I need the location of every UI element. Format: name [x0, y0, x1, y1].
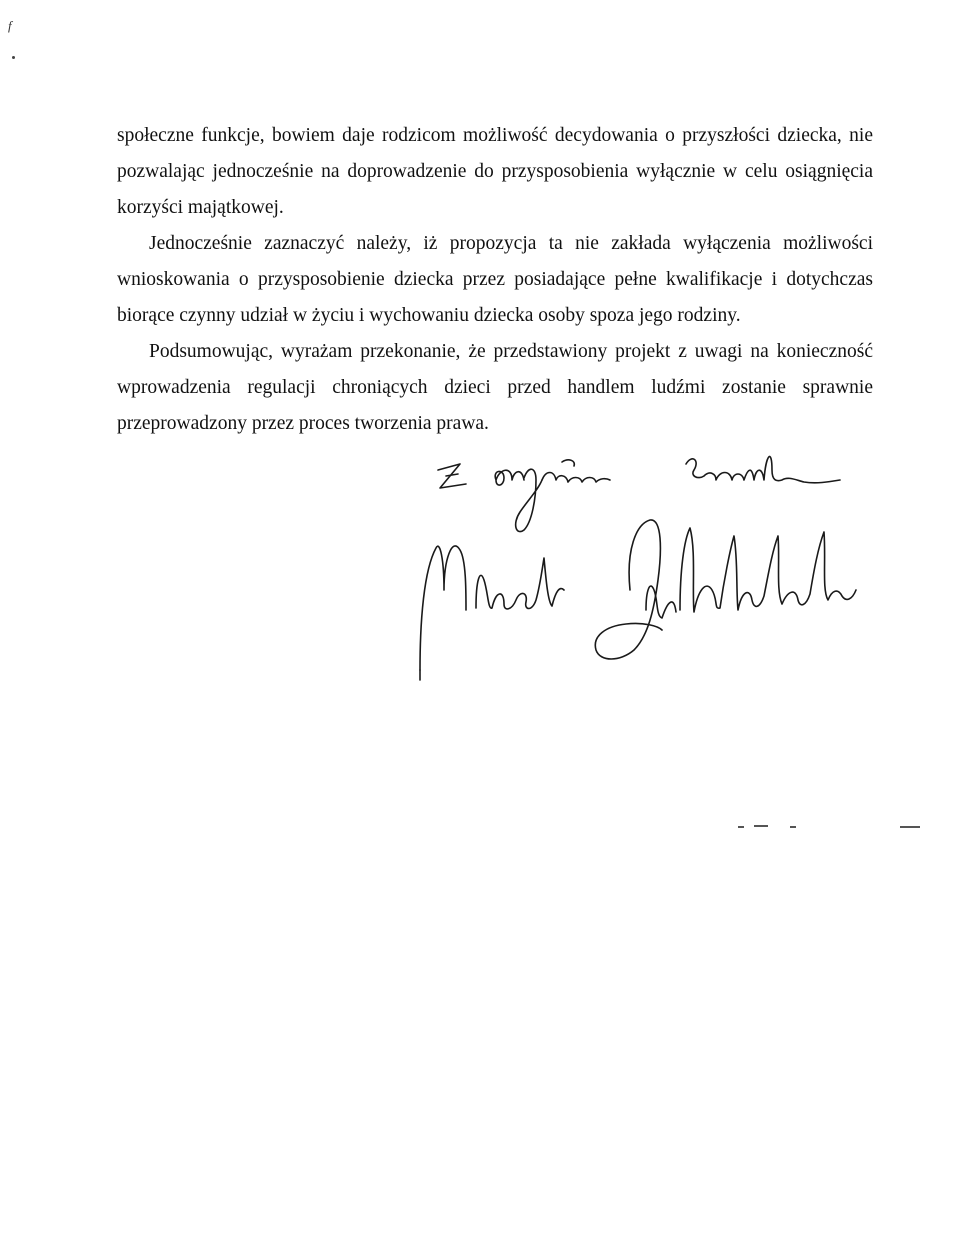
scan-speck	[12, 56, 15, 59]
scan-artifact-dash	[738, 826, 744, 828]
paragraph-1: społeczne funkcje, bowiem daje rodzicom możliwość decydowania o przyszłości dziecka, nie pozwalając jednocześnie na doprowadzenie do przysposobienia wyłącznie w celu osiągnięcia korzyści majątkowej.	[117, 125, 873, 218]
handwritten-signature-block	[400, 440, 880, 700]
scan-corner-mark: f	[8, 18, 12, 33]
letter-body	[117, 118, 873, 442]
closing-handwriting	[438, 457, 840, 532]
paragraph-3: Podsumowując, wyrażam przekonanie, że przedstawiony projekt z uwagi na konieczność wprowadzenia regulacji chroniących dzieci przed handlem ludźmi zostanie sprawnie przeprowadzony przez proces tworzenia prawa.	[117, 341, 873, 434]
handwritten-signature-image	[400, 440, 880, 700]
scan-artifact-dash	[754, 825, 768, 827]
signer-signature	[420, 520, 856, 680]
scan-artifact-dash	[790, 826, 796, 828]
scan-artifact-dash	[900, 826, 920, 828]
paragraph-2: Jednocześnie zaznaczyć należy, iż propozycja ta nie zakłada wyłączenia możliwości wnioskowania o przysposobienie dziecka przez posiadające pełne kwalifikacje i dotychczas biorące czynny udział w życiu i wychowaniu dziecka osoby spoza jego rodziny.	[117, 233, 873, 326]
